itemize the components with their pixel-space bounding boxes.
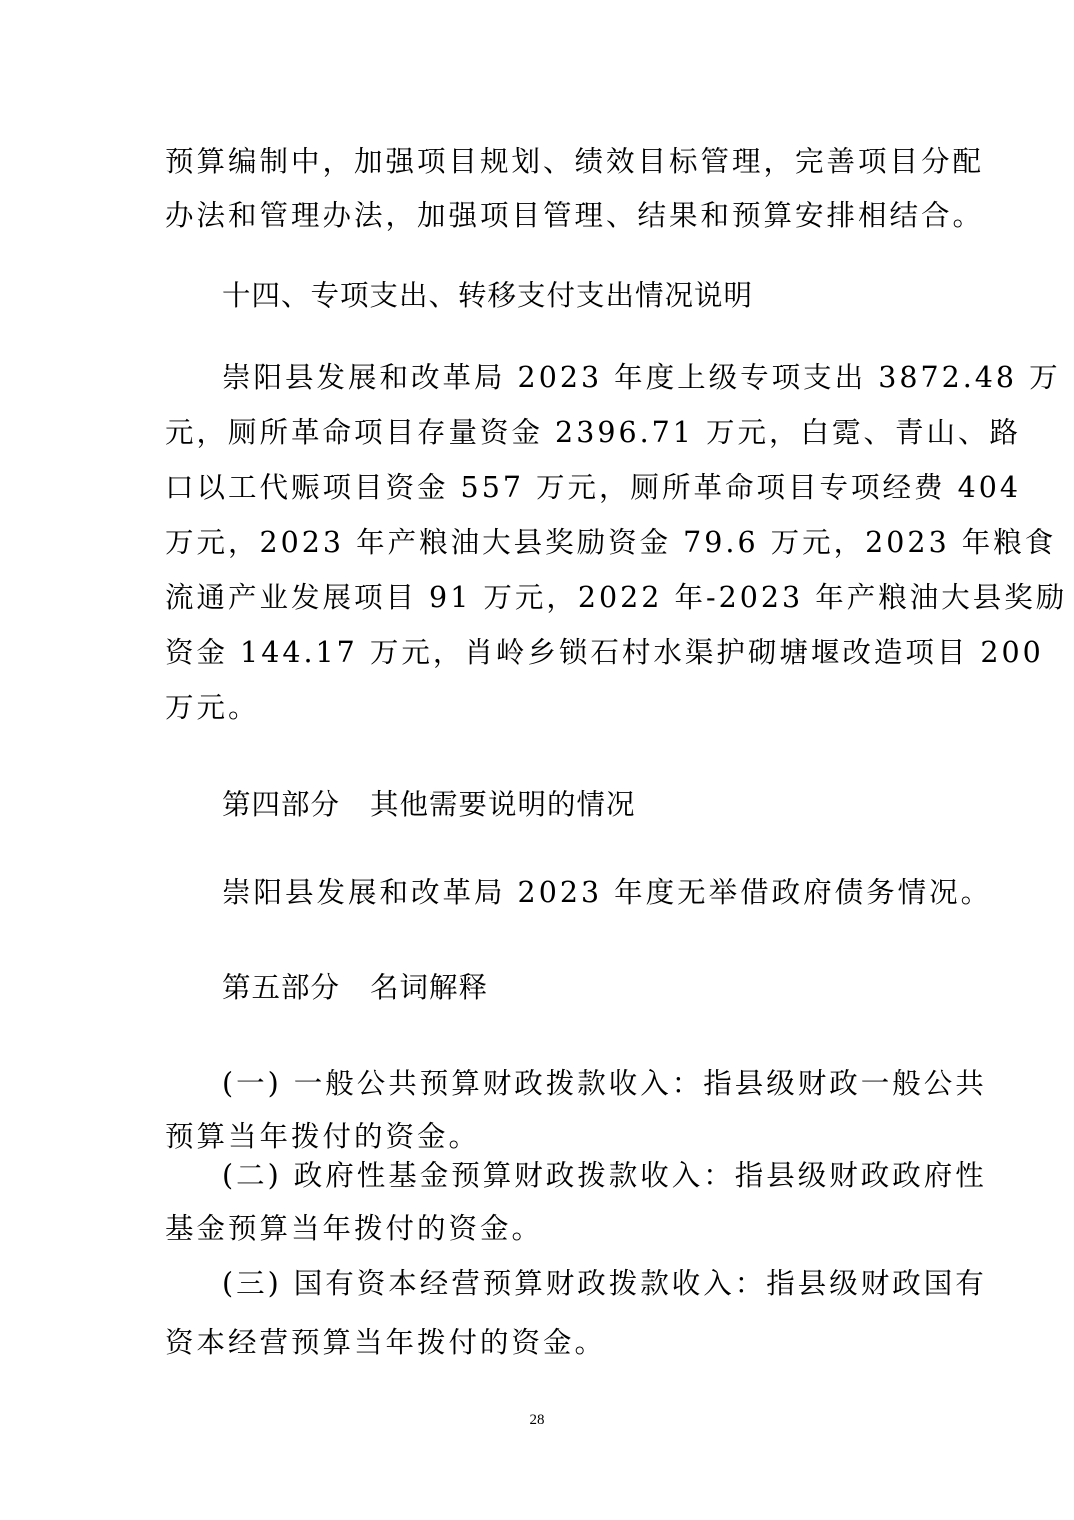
paragraph-line: 资金 144.17 万元，肖岭乡锁石村水渠护砌塘堰改造项目 200 — [165, 636, 1044, 669]
paragraph-line: 崇阳县发展和改革局 2023 年度上级专项支出 3872.48 万 — [222, 361, 1061, 394]
section-heading-14: 十四、专项支出、转移支付支出情况说明 — [222, 279, 754, 312]
paragraph-line: 崇阳县发展和改革局 2023 年度无举借政府债务情况。 — [222, 876, 993, 909]
definition-item-2-line-2: 基金预算当年拨付的资金。 — [165, 1212, 544, 1245]
part-5-heading — [222, 968, 982, 1008]
definition-item-1-line-2: 预算当年拨付的资金。 — [165, 1120, 481, 1153]
paragraph-line: 预算编制中，加强项目规划、绩效目标管理，完善项目分配 — [165, 145, 985, 178]
part-4-heading — [222, 785, 982, 825]
paragraph-line: 办法和管理办法，加强项目管理、结果和预算安排相结合。 — [165, 199, 985, 232]
part-5-label: 第五部分 — [222, 971, 341, 1004]
part-5-title: 名词解释 — [370, 971, 489, 1004]
definition-item-1-line-1: (一) 一般公共预算财政拨款收入：指县级财政一般公共 — [222, 1067, 987, 1100]
part-4-label: 第四部分 — [222, 788, 341, 821]
paragraph-line: 元，厕所革命项目存量资金 2396.71 万元，白霓、青山、路 — [165, 416, 1021, 449]
paragraph-line: 万元，2023 年产粮油大县奖励资金 79.6 万元，2023 年粮食 — [165, 526, 1057, 559]
definition-item-3-line-2: 资本经营预算当年拨付的资金。 — [165, 1326, 607, 1359]
part-4-title: 其他需要说明的情况 — [370, 788, 636, 821]
paragraph-line: 口以工代赈项目资金 557 万元，厕所革命项目专项经费 404 — [165, 471, 1021, 504]
paragraph-line: 流通产业发展项目 91 万元，2022 年-2023 年产粮油大县奖励 — [165, 581, 1068, 614]
page-number: 28 — [529, 1412, 545, 1428]
paragraph-line: 万元。 — [165, 691, 260, 724]
definition-item-3-line-1: (三) 国有资本经营预算财政拨款收入：指县级财政国有 — [222, 1267, 987, 1300]
definition-item-2-line-1: (二) 政府性基金预算财政拨款收入：指县级财政政府性 — [222, 1159, 987, 1192]
